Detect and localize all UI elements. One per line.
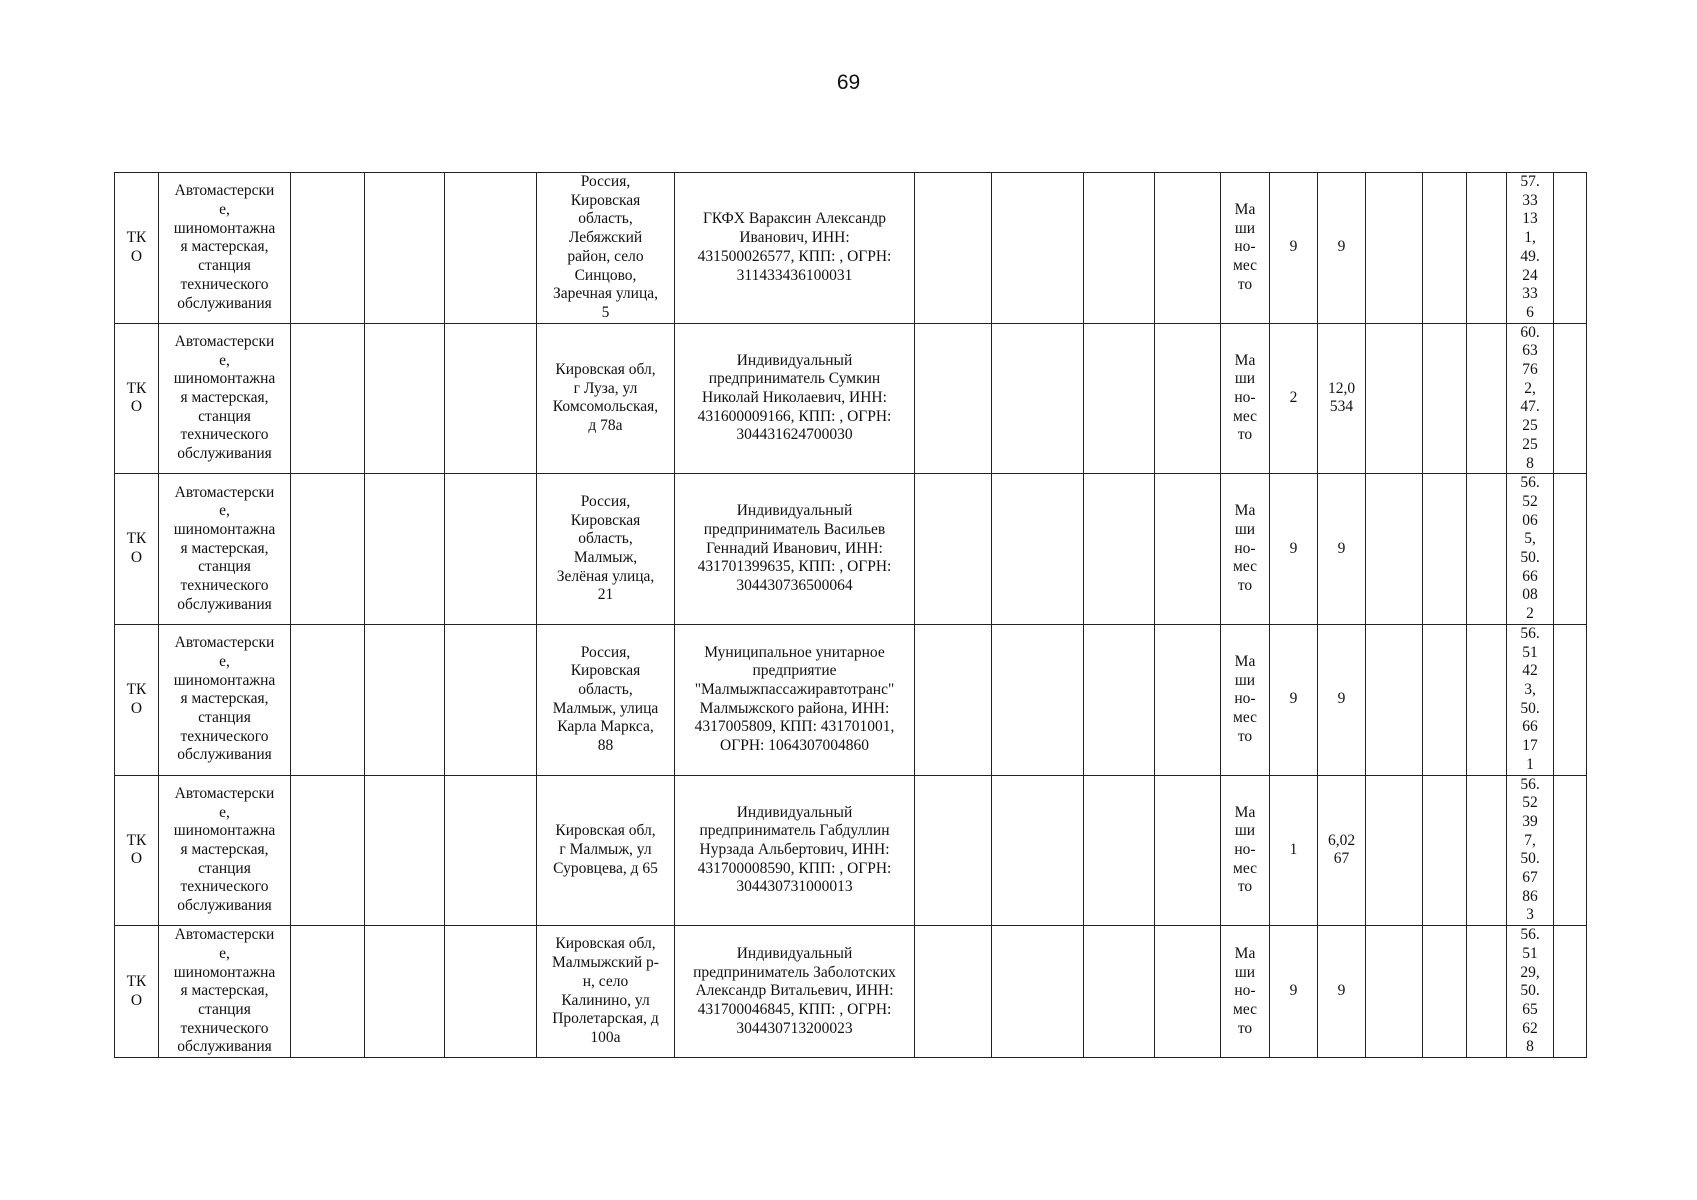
- empty-cell: [1423, 624, 1467, 775]
- count-cell: 1: [1270, 775, 1318, 926]
- empty-cell: [365, 173, 445, 324]
- empty-cell: [365, 323, 445, 474]
- empty-cell: [992, 323, 1084, 474]
- waste-type-cell: ТК О: [115, 624, 159, 775]
- capacity-cell: 9: [1318, 474, 1366, 625]
- address-cell: Россия, Кировская область, Малмыж, улица Карла Маркса, 88: [537, 624, 675, 775]
- empty-cell: [1155, 474, 1221, 625]
- empty-cell: [1554, 474, 1587, 625]
- empty-cell: [365, 624, 445, 775]
- empty-cell: [915, 474, 992, 625]
- empty-cell: [445, 624, 537, 775]
- waste-type-cell: ТК О: [115, 926, 159, 1058]
- empty-cell: [291, 474, 365, 625]
- count-cell: 9: [1270, 926, 1318, 1058]
- empty-cell: [291, 323, 365, 474]
- empty-cell: [1467, 926, 1507, 1058]
- empty-cell: [1084, 173, 1155, 324]
- empty-cell: [1554, 323, 1587, 474]
- address-cell: Кировская обл, г Малмыж, ул Суровцева, д 65: [537, 775, 675, 926]
- unit-cell: Ма ши но- мес то: [1221, 775, 1270, 926]
- table-row: [115, 775, 1587, 926]
- empty-cell: [445, 474, 537, 625]
- waste-type-cell: ТК О: [115, 323, 159, 474]
- empty-cell: [1366, 474, 1423, 625]
- empty-cell: [1467, 173, 1507, 324]
- empty-cell: [1554, 775, 1587, 926]
- empty-cell: [1155, 624, 1221, 775]
- count-cell: 9: [1270, 624, 1318, 775]
- table-row: [115, 173, 1587, 324]
- address-cell: Кировская обл, г Луза, ул Комсомольская, д 78а: [537, 323, 675, 474]
- owner-cell: Индивидуальный предприниматель Габдуллин Нурзада Альбертович, ИНН: 431700008590, КПП: , ОГРН: 304430731000013: [675, 775, 915, 926]
- object-type-cell: Автомастерски е, шиномонтажна я мастерская, станция технического обслуживания: [159, 474, 291, 625]
- empty-cell: [365, 775, 445, 926]
- count-cell: 2: [1270, 323, 1318, 474]
- table-row: [115, 474, 1587, 625]
- empty-cell: [992, 474, 1084, 625]
- capacity-cell: 12,0 534: [1318, 323, 1366, 474]
- empty-cell: [1554, 173, 1587, 324]
- empty-cell: [915, 173, 992, 324]
- unit-cell: Ма ши но- мес то: [1221, 323, 1270, 474]
- owner-cell: ГКФХ Вараксин Александр Иванович, ИНН: 431500026577, КПП: , ОГРН: 311433436100031: [675, 173, 915, 324]
- empty-cell: [1423, 323, 1467, 474]
- empty-cell: [365, 926, 445, 1058]
- page-number: 69: [836, 71, 861, 94]
- owner-cell: Муниципальное унитарное предприятие "Малмыжпассажиравтотранс" Малмыжского района, ИНН: 4317005809, КПП: 431701001, ОГРН: 1064307004860: [675, 624, 915, 775]
- empty-cell: [1155, 926, 1221, 1058]
- empty-cell: [445, 775, 537, 926]
- empty-cell: [1366, 775, 1423, 926]
- owner-cell: Индивидуальный предприниматель Заболотских Александр Витальевич, ИНН: 431700046845, КПП: , ОГРН: 304430713200023: [675, 926, 915, 1058]
- waste-type-cell: ТК О: [115, 775, 159, 926]
- count-cell: 9: [1270, 173, 1318, 324]
- unit-cell: Ма ши но- мес то: [1221, 173, 1270, 324]
- empty-cell: [1084, 323, 1155, 474]
- object-type-cell: Автомастерски е, шиномонтажна я мастерская, станция технического обслуживания: [159, 926, 291, 1058]
- capacity-cell: 9: [1318, 624, 1366, 775]
- empty-cell: [1084, 474, 1155, 625]
- empty-cell: [291, 173, 365, 324]
- coordinates-cell: 56. 51 29, 50. 65 62 8: [1507, 926, 1554, 1058]
- coordinates-cell: 56. 52 06 5, 50. 66 08 2: [1507, 474, 1554, 625]
- empty-cell: [445, 926, 537, 1058]
- empty-cell: [1467, 474, 1507, 625]
- empty-cell: [1467, 624, 1507, 775]
- table-row: [115, 624, 1587, 775]
- table-row: [115, 323, 1587, 474]
- owner-cell: Индивидуальный предприниматель Васильев Геннадий Иванович, ИНН: 431701399635, КПП: , ОГРН: 304430736500064: [675, 474, 915, 625]
- object-type-cell: Автомастерски е, шиномонтажна я мастерская, станция технического обслуживания: [159, 775, 291, 926]
- unit-cell: Ма ши но- мес то: [1221, 926, 1270, 1058]
- address-cell: Кировская обл, Малмыжский р- н, село Калинино, ул Пролетарская, д 100а: [537, 926, 675, 1058]
- empty-cell: [1366, 624, 1423, 775]
- empty-cell: [291, 624, 365, 775]
- unit-cell: Ма ши но- мес то: [1221, 474, 1270, 625]
- empty-cell: [1155, 173, 1221, 324]
- empty-cell: [992, 775, 1084, 926]
- coordinates-cell: 60. 63 76 2, 47. 25 25 8: [1507, 323, 1554, 474]
- coordinates-cell: 56. 52 39 7, 50. 67 86 3: [1507, 775, 1554, 926]
- capacity-cell: 9: [1318, 926, 1366, 1058]
- empty-cell: [445, 323, 537, 474]
- empty-cell: [1084, 926, 1155, 1058]
- empty-cell: [915, 624, 992, 775]
- empty-cell: [1366, 926, 1423, 1058]
- table-row: [115, 926, 1587, 1058]
- empty-cell: [1554, 926, 1587, 1058]
- empty-cell: [291, 775, 365, 926]
- object-type-cell: Автомастерски е, шиномонтажна я мастерская, станция технического обслуживания: [159, 624, 291, 775]
- empty-cell: [1155, 775, 1221, 926]
- empty-cell: [445, 173, 537, 324]
- address-cell: Россия, Кировская область, Малмыж, Зелёная улица, 21: [537, 474, 675, 625]
- capacity-cell: 6,02 67: [1318, 775, 1366, 926]
- empty-cell: [365, 474, 445, 625]
- empty-cell: [1366, 323, 1423, 474]
- empty-cell: [992, 926, 1084, 1058]
- empty-cell: [1423, 474, 1467, 625]
- empty-cell: [1366, 173, 1423, 324]
- empty-cell: [1423, 775, 1467, 926]
- object-type-cell: Автомастерски е, шиномонтажна я мастерская, станция технического обслуживания: [159, 323, 291, 474]
- empty-cell: [992, 173, 1084, 324]
- object-type-cell: Автомастерски е, шиномонтажна я мастерская, станция технического обслуживания: [159, 173, 291, 324]
- empty-cell: [1423, 173, 1467, 324]
- empty-cell: [1084, 775, 1155, 926]
- empty-cell: [1423, 926, 1467, 1058]
- coordinates-cell: 57. 33 13 1, 49. 24 33 6: [1507, 173, 1554, 324]
- empty-cell: [915, 775, 992, 926]
- capacity-cell: 9: [1318, 173, 1366, 324]
- empty-cell: [291, 926, 365, 1058]
- empty-cell: [1554, 624, 1587, 775]
- waste-type-cell: ТК О: [115, 173, 159, 324]
- address-cell: Россия, Кировская область, Лебяжский район, село Синцово, Заречная улица, 5: [537, 173, 675, 324]
- registry-table: [114, 172, 1587, 1058]
- empty-cell: [1155, 323, 1221, 474]
- empty-cell: [1467, 323, 1507, 474]
- coordinates-cell: 56. 51 42 3, 50. 66 17 1: [1507, 624, 1554, 775]
- empty-cell: [1467, 775, 1507, 926]
- count-cell: 9: [1270, 474, 1318, 625]
- empty-cell: [915, 926, 992, 1058]
- empty-cell: [992, 624, 1084, 775]
- waste-type-cell: ТК О: [115, 474, 159, 625]
- empty-cell: [1084, 624, 1155, 775]
- unit-cell: Ма ши но- мес то: [1221, 624, 1270, 775]
- empty-cell: [915, 323, 992, 474]
- owner-cell: Индивидуальный предприниматель Сумкин Николай Николаевич, ИНН: 431600009166, КПП: , ОГРН: 304431624700030: [675, 323, 915, 474]
